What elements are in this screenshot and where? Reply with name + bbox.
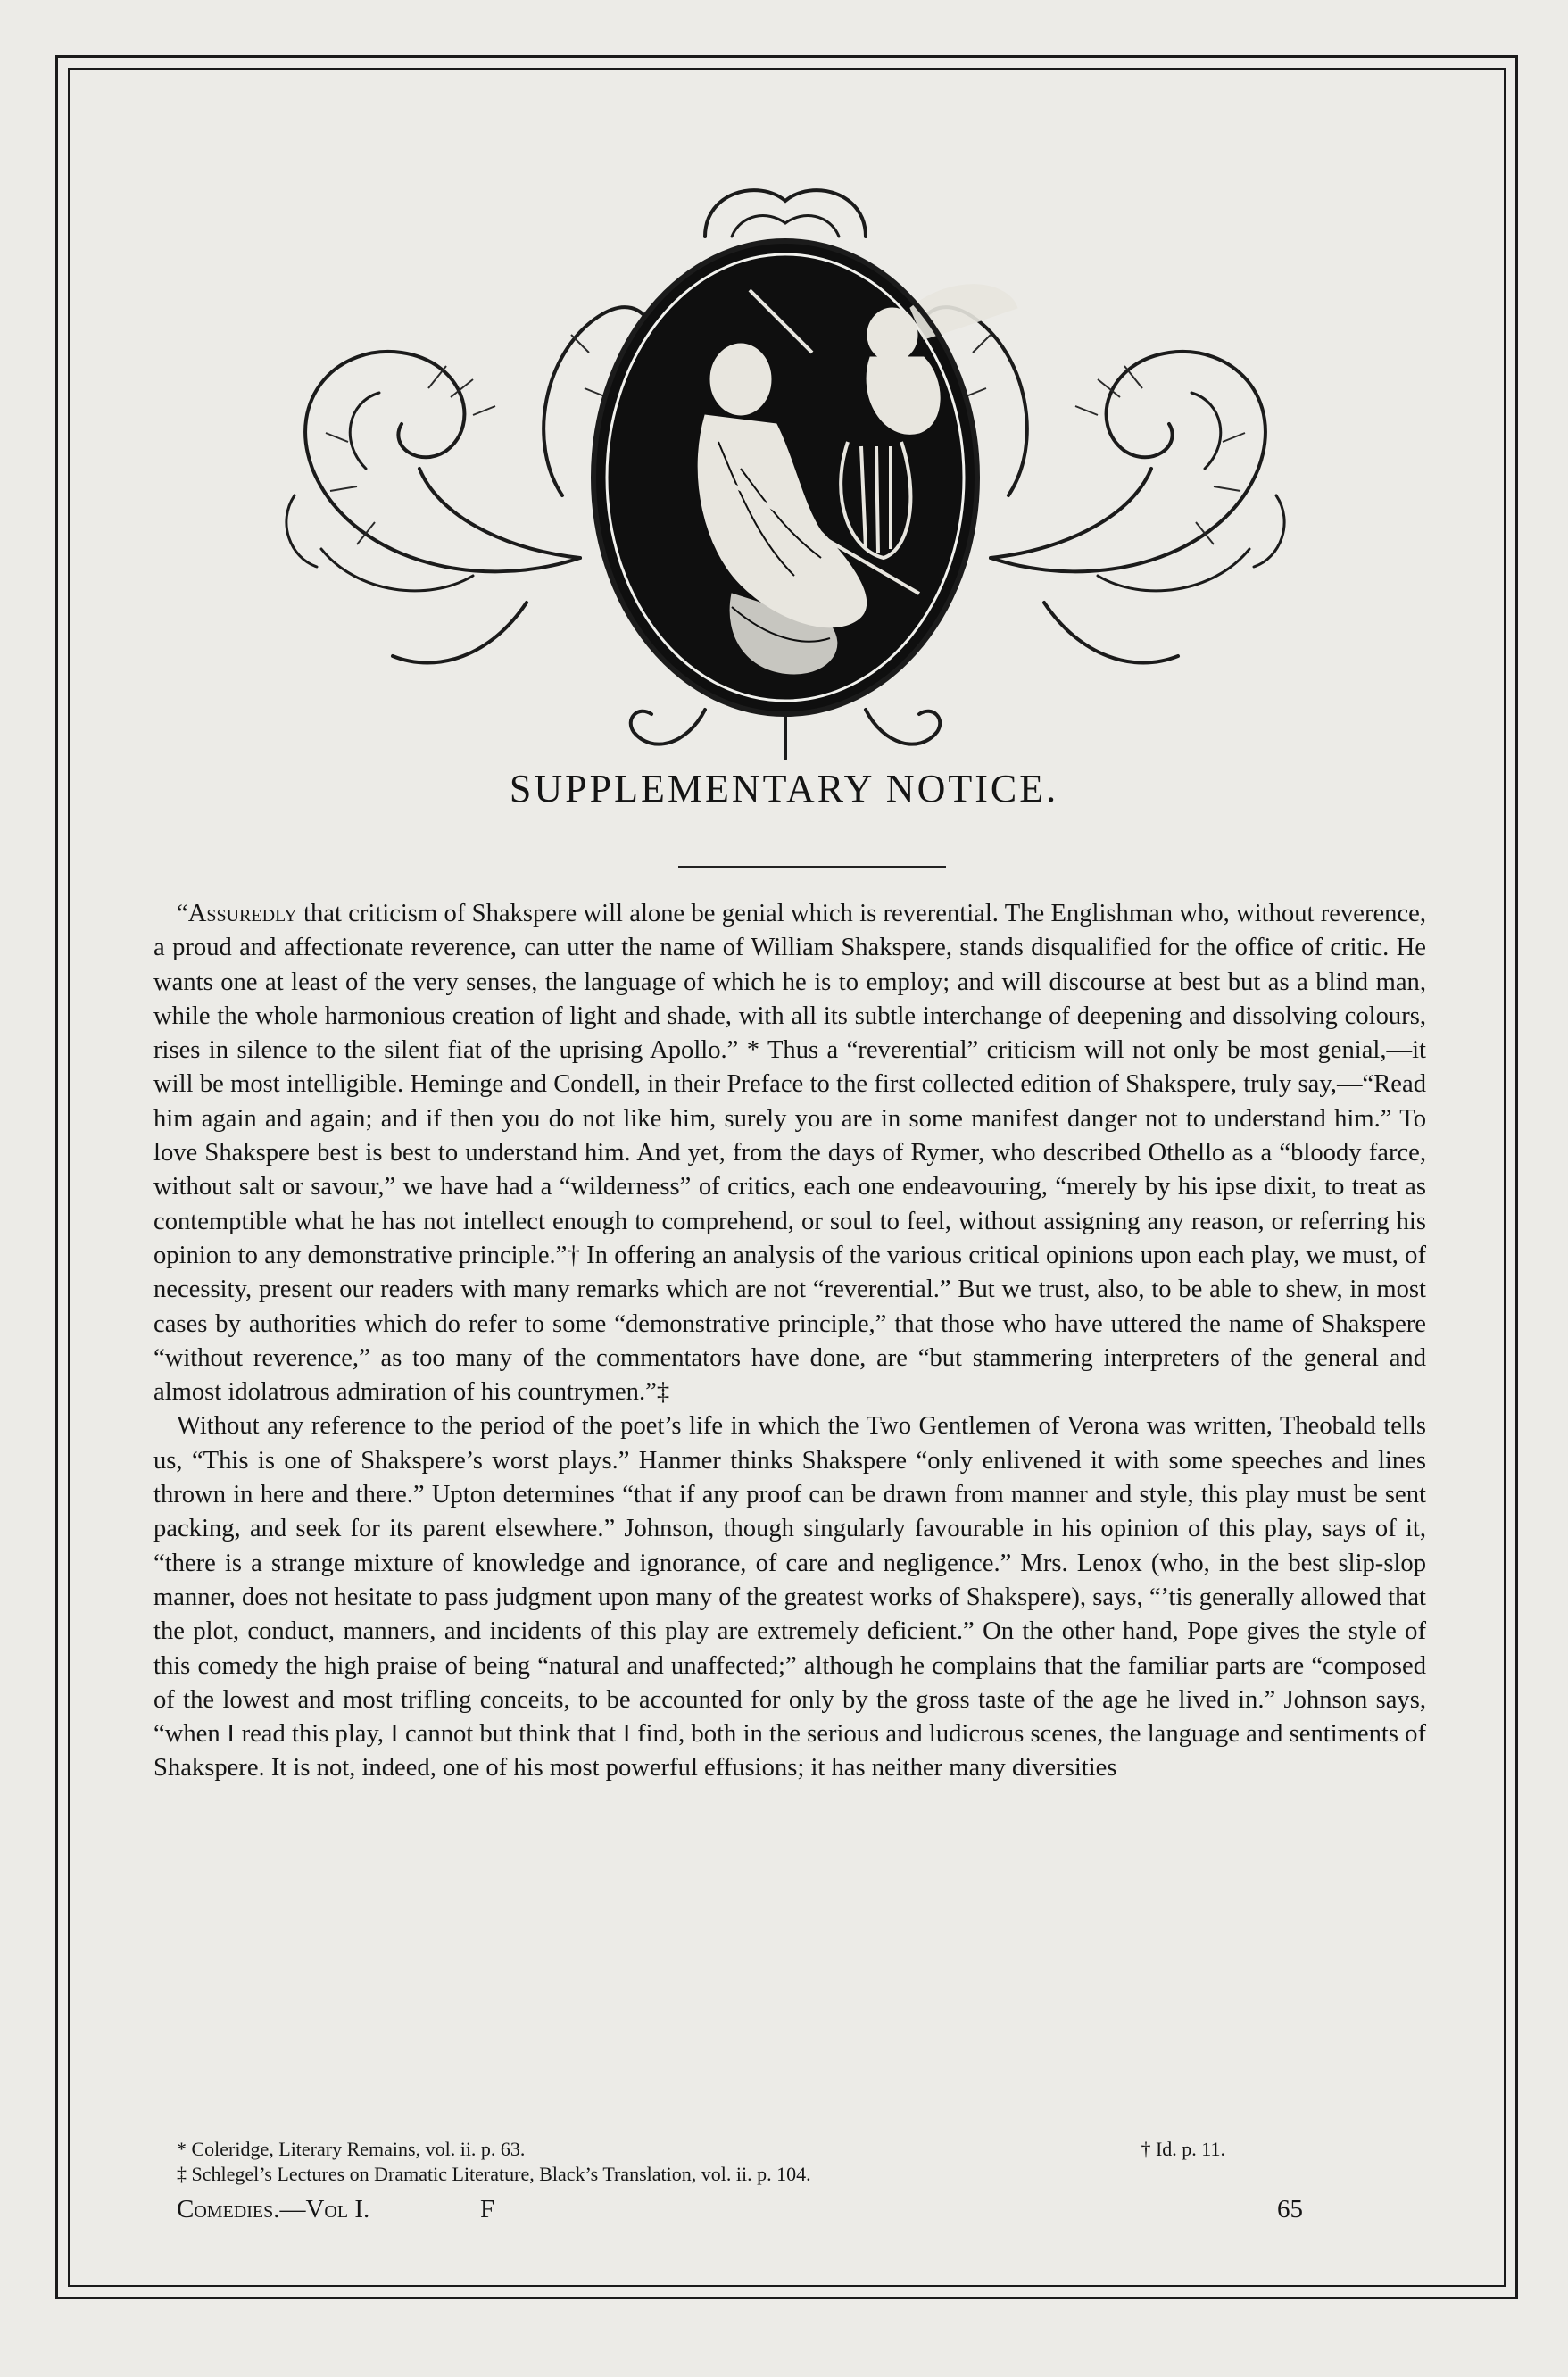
- paragraph-1-text: that criticism of Shakspere will alone be genial which is reverential. The Englishman who, without reverence, a proud and affectionate reverence, can utter the name of William Shakspere, stands disqualified for the office of critic. He wants one at least of the very senses, the language of which he is to employ; and will discourse at best but as a blind man, while the whole harmonious creation of light and shade, with all its subtle interchange of deepening and dissolving colours, rises in silence to the silent fiat of the uprising Apollo.” * Thus a “reverential” criticism will not only be most genial,—it will be most intelligible. Heminge and Condell, in their Preface to the first collected edition of Shakspere, truly say,—“Read him again and again; and if then you do not like him, surely you are in some manifest danger not to understand him.” To love Shakspere best is best to understand him. And yet, from the days of Rymer, who described Othello as a “bloody farce, without salt or savour,” we have had a “wilderness” of critics, each one endeavouring, “merely by his ipse dixit, to treat as contemptible what he has not intellect enough to comprehend, or soul to feel, without assigning any reason, or referring his opinion to any demonstrative principle.”† In offering an analysis of the various critical opinions upon each play, we must, of necessity, present our readers with many remarks which are not “reverential.” But we trust, also, to be able to shew, in most cases by authorities which do refer to some “demonstrative principle,” that those who have uttered the name of Shakspere “without reverence,” as too many of the commentators have done, are “but stammering interpreters of the general and almost idolatrous admiration of his countrymen.”‡: [153, 900, 1426, 1407]
- footnote-3: ‡ Schlegel’s Lectures on Dramatic Literature, Black’s Translation, vol. ii. p. 104.: [177, 2163, 811, 2185]
- footnotes: [177, 2137, 1408, 2187]
- title-rule: [678, 866, 946, 868]
- footnote-row: [177, 2137, 1408, 2162]
- paragraph-1: [153, 897, 1426, 1409]
- footnote-1: * Coleridge, Literary Remains, vol. ii. p. 63.: [177, 2138, 526, 2160]
- paragraph-2: [153, 1409, 1426, 1785]
- ornamental-vignette-illustration: [205, 174, 1365, 763]
- page-title: SUPPLEMENTARY NOTICE.: [509, 767, 1059, 810]
- footnote-2: † Id. p. 11.: [1141, 2138, 1225, 2160]
- volume-label: Comedies.—Vol I.: [177, 2195, 370, 2223]
- main-text: [153, 897, 1426, 1786]
- page-footer: [177, 2195, 1303, 2224]
- paragraph-2-text: Without any reference to the period of the poet’s life in which the Two Gentlemen of Verona was written, Theobald tells us, “This is one of Shakspere’s worst plays.” Hanmer thinks Shakspere “only enlivened it with some speeches and lines thrown in here and there.” Upton determines “that if any proof can be drawn from manner and style, this play must be sent packing, and seek for its parent elsewhere.” Johnson, though singularly favourable in his opinion of this play, says of it, “there is a strange mixture of knowledge and ignorance, of care and negligence.” Mrs. Lenox (who, in the best slip-slop manner, does not hesitate to pass judgment upon many of the greatest works of Shakspere), says, “’tis generally allowed that the plot, conduct, manners, and incidents of this play are extremely deficient.” On the other hand, Pope gives the style of this comedy the high praise of being “natural and unaffected;” although he complains that the familiar parts are “composed of the lowest and most trifling conceits, to be accounted for only by the gross taste of the age he lived in.” Johnson says, “when I read this play, I cannot but think that I find, both in the serious and ludicrous scenes, the language and sentiments of Shakspere. It is not, indeed, one of his most powerful effusions; it has neither many diversities: [153, 1412, 1426, 1783]
- paragraph-1-lead: “Assuredly: [177, 900, 297, 927]
- page-number: 65: [1277, 2195, 1303, 2223]
- signature-mark: F: [480, 2195, 495, 2223]
